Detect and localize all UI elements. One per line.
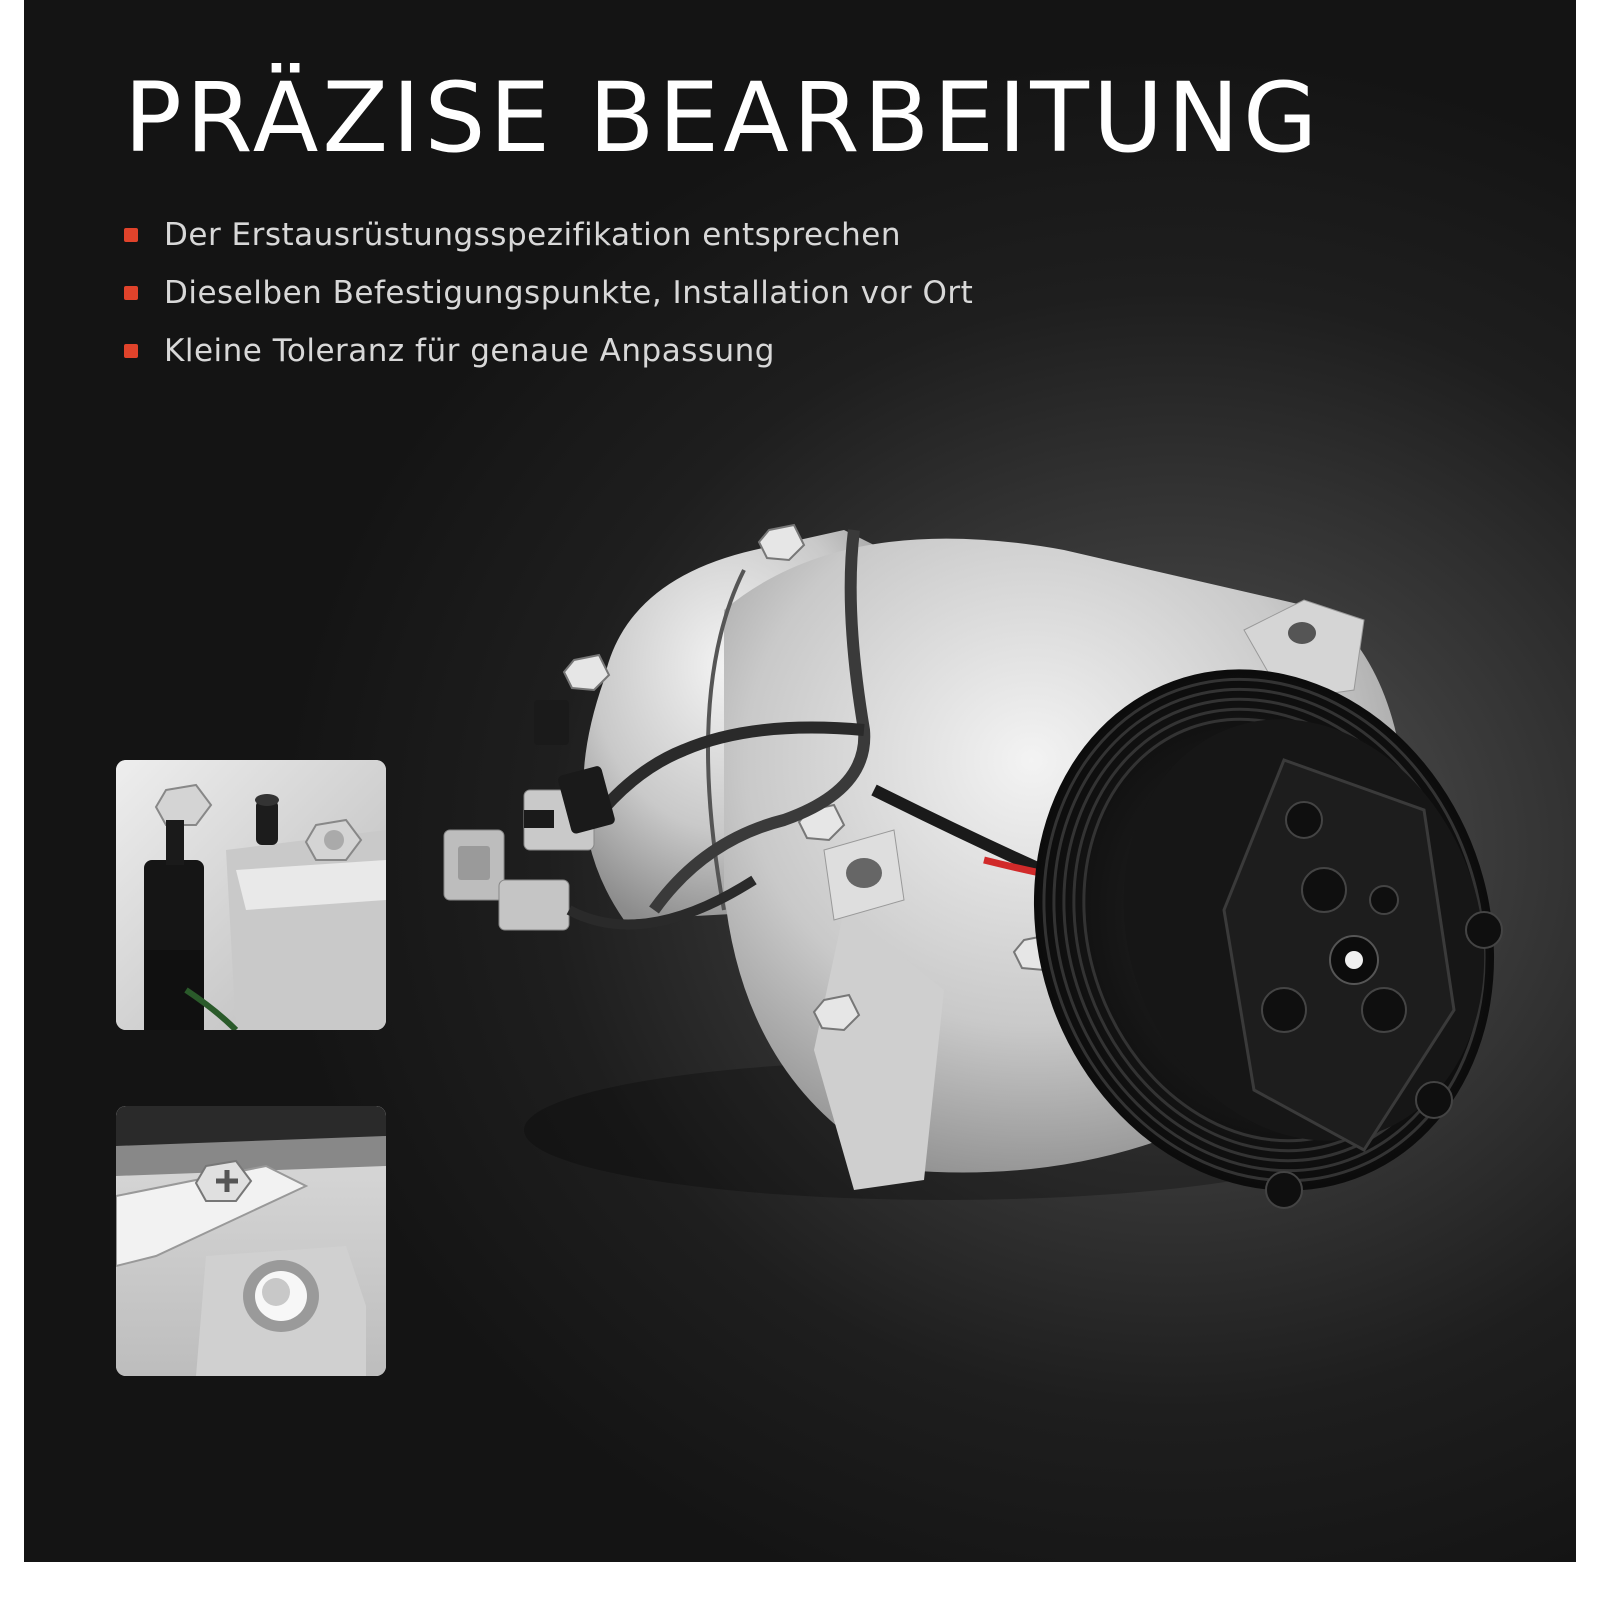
bullet-marker-icon xyxy=(124,344,138,358)
bullet-marker-icon xyxy=(124,228,138,242)
bullet-marker-icon xyxy=(124,286,138,300)
feature-list xyxy=(124,206,973,380)
feature-item xyxy=(124,206,973,264)
feature-item xyxy=(124,264,973,322)
feature-text: Der Erstausrüstungsspezifikation entsprechen xyxy=(164,217,901,253)
feature-item xyxy=(124,322,973,380)
detail-image-connector xyxy=(116,760,386,1030)
feature-text: Kleine Toleranz für genaue Anpassung xyxy=(164,333,775,369)
product-image-compressor xyxy=(424,490,1574,1270)
headline: PRÄZISE BEARBEITUNG xyxy=(124,62,1322,174)
feature-text: Dieselben Befestigungspunkte, Installation vor Ort xyxy=(164,275,974,311)
detail-image-bracket xyxy=(116,1106,386,1376)
banner-panel xyxy=(24,0,1576,1562)
